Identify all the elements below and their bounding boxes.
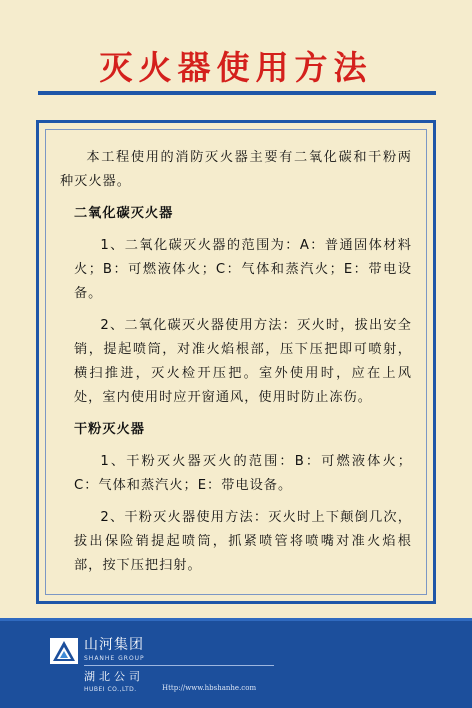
section-heading-powder: 干粉灭火器 (74, 422, 145, 437)
co2-usage-paragraph: 2、二氧化碳灭火器使用方法：灭火时，拔出安全销，提起喷筒，对准火焰根部，压下压把即可喷射，横扫推进，灭火检开压把。室外使用时，应在上风处，室内使用时应开窗通风，使用时防止冻伤。 (74, 318, 412, 405)
footer-top-stripe (0, 618, 472, 621)
website-url: Http://www.hbshanhe.com (162, 684, 257, 692)
footer-divider (84, 665, 274, 666)
intro-paragraph: 本工程使用的消防灭火器主要有二氧化碳和干粉两种灭火器。 (60, 150, 412, 189)
page-title: 灭火器使用方法 (99, 48, 373, 87)
powder-usage-paragraph: 2、干粉灭火器使用方法：灭火时上下颠倒几次，拔出保险销提起喷筒，抓紧喷管将喷嘴对准火焰根部，按下压把扫射。 (74, 510, 412, 573)
branch-name-en: HUBEI CO.,LTD. (84, 686, 137, 693)
title-underline (38, 91, 436, 95)
group-name: 山河集团 (84, 637, 144, 653)
content-panel-inner (45, 129, 427, 595)
content-panel (36, 120, 436, 604)
group-name-en: SHANHE GROUP (84, 655, 145, 662)
branch-name: 湖北公司 (84, 670, 144, 683)
powder-scope-paragraph: 1、干粉灭火器灭火的范围：B：可燃液体火；C：气体和蒸汽火；E：带电设备。 (74, 454, 412, 493)
section-heading-co2: 二氧化碳灭火器 (74, 206, 174, 221)
shanhe-logo-icon (50, 638, 78, 664)
co2-scope-paragraph: 1、二氧化碳灭火器的范围为：A：普通固体材料火；B：可燃液体火；C：气体和蒸汽火；E：带电设备。 (74, 238, 412, 301)
